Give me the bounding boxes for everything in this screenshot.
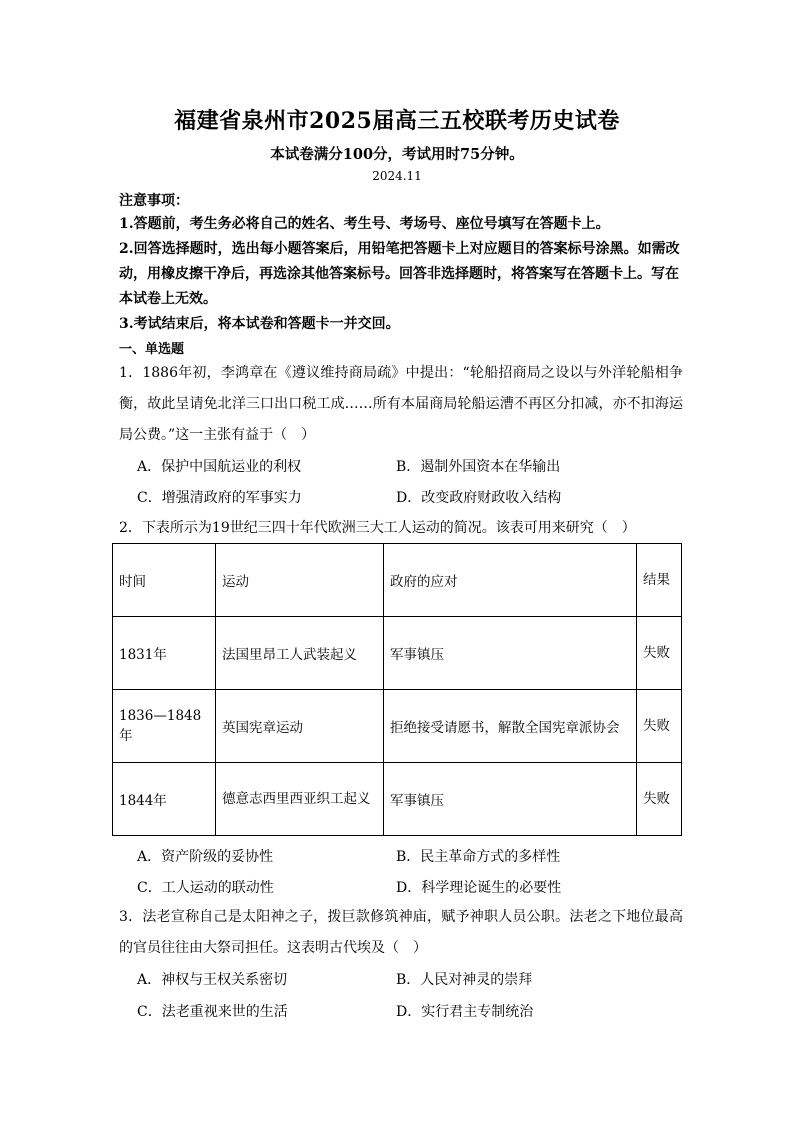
table-header-cell: 政府的应对 xyxy=(384,544,637,617)
question-3-option-b[interactable]: B．人民对神灵的崇拜 xyxy=(396,972,533,988)
question-2-option-b[interactable]: B．民主革命方式的多样性 xyxy=(396,849,561,865)
question-1-option-c[interactable]: C．增强清政府的军事实力 xyxy=(137,490,302,506)
table-cell: 失败 xyxy=(637,617,682,690)
table-row xyxy=(113,690,682,763)
table-cell: 失败 xyxy=(637,763,682,836)
table-cell: 1844年 xyxy=(113,763,216,836)
table-cell: 德意志西里西亚织工起义 xyxy=(216,763,384,836)
question-3-option-c[interactable]: C．法老重视来世的生活 xyxy=(137,1004,288,1020)
exam-subtitle: 本试卷满分100分，考试用时75分钟。 xyxy=(270,146,524,163)
question-2-option-d[interactable]: D．科学理论诞生的必要性 xyxy=(396,880,562,896)
table-cell: 军事镇压 xyxy=(384,763,637,836)
question-3-option-d[interactable]: D．实行君主专制统治 xyxy=(396,1004,534,1020)
question-2-stem: 2．下表所示为19世纪三四十年代欧洲三大工人运动的简况。该表可用来研究（ ） xyxy=(119,520,636,536)
table-cell: 英国宪章运动 xyxy=(216,690,384,763)
section-title: 一、单选题 xyxy=(119,342,185,357)
labor-movement-table xyxy=(112,543,682,836)
question-1-stem: 1．1886年初，李鸿章在《遵议维持商局疏》中提出：“轮船招商局之设以与外洋轮船相争衡，故此呈请免北洋三口出口税工成……所有本届商局轮船运漕不再区分扣减，亦不扣海运局公费。”这一主张有益于（ ） xyxy=(119,365,683,443)
notice-item: 2.回答选择题时，选出每小题答案后，用铅笔把答题卡上对应题目的答案标号涂黑。如需改动，用橡皮擦干净后，再选涂其他答案标号。回答非选择题时，将答案写在答题卡上。写在本试卷上无效。 xyxy=(119,241,680,307)
exam-title: 福建省泉州市2025届高三五校联考历史试卷 xyxy=(174,108,620,134)
table-header-cell: 运动 xyxy=(216,544,384,617)
exam-date: 2024.11 xyxy=(372,169,422,183)
question-3-stem: 3．法老宣称自己是太阳神之子，拨巨款修筑神庙，赋予神职人员公职。法老之下地位最高的官员往往由大祭司担任。这表明古代埃及（ ） xyxy=(119,909,683,956)
question-1-option-b[interactable]: B．遏制外国资本在华输出 xyxy=(396,459,561,475)
table-cell: 失败 xyxy=(637,690,682,763)
table-cell: 拒绝接受请愿书，解散全国宪章派协会 xyxy=(384,690,637,763)
table-cell: 1831年 xyxy=(113,617,216,690)
question-2-option-c[interactable]: C．工人运动的联动性 xyxy=(137,880,274,896)
table-cell: 1836—1848年 xyxy=(113,690,216,763)
question-2-option-a[interactable]: A．资产阶级的妥协性 xyxy=(137,849,274,865)
table-cell: 法国里昂工人武装起义 xyxy=(216,617,384,690)
notice-item: 3.考试结束后，将本试卷和答题卡一并交回。 xyxy=(119,316,400,332)
table-header-cell: 结果 xyxy=(637,544,682,617)
table-cell: 军事镇压 xyxy=(384,617,637,690)
table-header-cell: 时间 xyxy=(113,544,216,617)
notice-heading: 注意事项： xyxy=(119,193,189,209)
notice-item: 1.答题前，考生务必将自己的姓名、考生号、考场号、座位号填写在答题卡上。 xyxy=(119,216,610,232)
question-3-option-a[interactable]: A．神权与王权关系密切 xyxy=(137,972,288,988)
table-header-row xyxy=(113,544,682,617)
table-row xyxy=(113,763,682,836)
table-row xyxy=(113,617,682,690)
question-1-option-a[interactable]: A．保护中国航运业的利权 xyxy=(137,459,302,475)
question-1-option-d[interactable]: D．改变政府财政收入结构 xyxy=(396,490,562,506)
